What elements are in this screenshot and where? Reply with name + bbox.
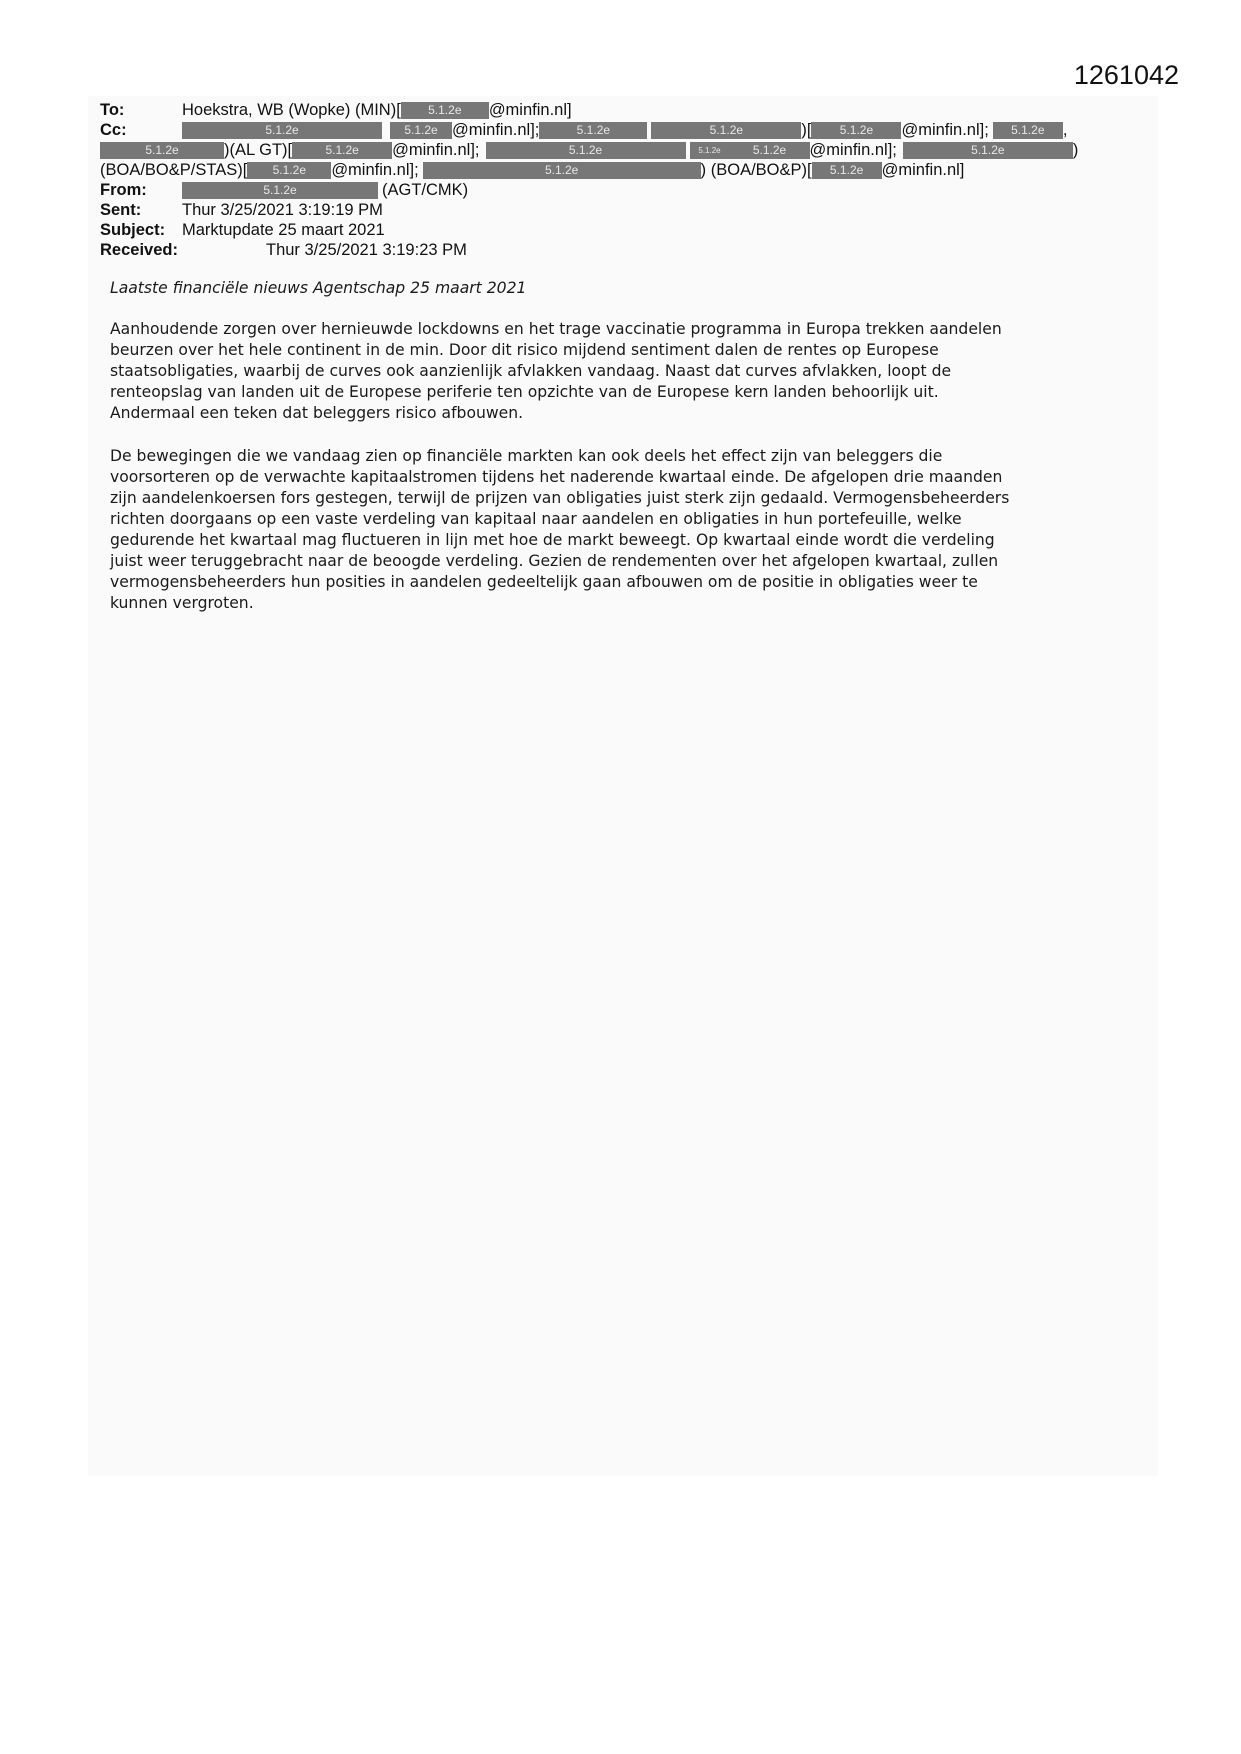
redaction: 5.1.2e <box>993 122 1063 139</box>
text-line: kunnen vergroten. <box>110 594 254 612</box>
document-number: 1261042 <box>1073 60 1179 90</box>
from-dept: (AGT/CMK) <box>382 181 469 199</box>
text-line: renteopslag van landen uit de Europese periferie ten opzichte van de Europese kern landen behoorlijk uit. <box>110 383 939 401</box>
cc-domain: @minfin.nl]; <box>901 121 989 139</box>
subject-row <box>100 220 1130 240</box>
redaction: 5.1.2e <box>182 182 378 199</box>
received-row <box>100 240 1130 260</box>
cc-domain: @minfin.nl] <box>881 161 965 179</box>
text-line: Aanhoudende zorgen over hernieuwde lockdowns en het trage vaccinatie programma in Europa trekken aandelen <box>110 320 1002 338</box>
text-line: juist weer teruggebracht naar de beoogde verdeling. Gezien de rendementen over het afgelopen kwartaal, zullen <box>110 552 999 570</box>
redaction: 5.1.2e <box>903 142 1073 159</box>
to-row <box>100 100 1130 120</box>
redaction: 5.1.2e <box>100 142 224 159</box>
cc-domain: @minfin.nl]; <box>392 141 480 159</box>
received-label: Received: <box>100 241 178 259</box>
redaction: 5.1.2e <box>182 122 382 139</box>
text-line: vermogensbeheerders hun posities in aandelen gedeeltelijk gaan afbouwen om de positie in obligaties weer te <box>110 573 978 591</box>
text-line: voorsorteren op de verwachte kapitaalstromen tijdens het naderende kwartaal einde. De afgelopen drie maanden <box>110 468 1003 486</box>
cc-separator: )[ <box>801 121 812 139</box>
from-label: From: <box>100 181 147 199</box>
sent-row <box>100 200 1130 220</box>
sent-value: Thur 3/25/2021 3:19:19 PM <box>182 201 383 219</box>
to-label: To: <box>100 101 125 119</box>
redaction: 5.1.2e <box>390 122 452 139</box>
redaction: 5.1.2e <box>423 162 701 179</box>
redaction: 5.1.2e <box>651 122 801 139</box>
cc-text: (BOA/BO&P/STAS)[ <box>100 161 248 179</box>
email-header <box>100 100 1130 260</box>
text-line: Andermaal een teken dat beleggers risico afbouwen. <box>110 404 524 422</box>
to-name: Hoekstra, WB (Wopke) (MIN)[ <box>182 101 401 119</box>
text-line: De bewegingen die we vandaag zien op financiële markten kan ook deels het effect zijn van beleggers die <box>110 447 943 465</box>
cc-domain: @minfin.nl]; <box>452 121 540 139</box>
sent-label: Sent: <box>100 201 142 219</box>
message-body <box>110 278 1120 636</box>
subject-value: Marktupdate 25 maart 2021 <box>182 221 385 239</box>
cc-row <box>100 140 1130 160</box>
text-line: beurzen over het hele continent in de min. Door dit risico mijdend sentiment dalen de rentes op Europese <box>110 341 939 359</box>
redaction: 5.1.2e <box>812 162 882 179</box>
text-line: gedurende het kwartaal mag fluctueren in lijn met hoe de markt beweegt. Op kwartaal einde wordt die verdeling <box>110 531 995 549</box>
cc-separator: , <box>1062 121 1068 139</box>
paragraph-1 <box>110 319 1120 424</box>
message-intro: Laatste financiële nieuws Agentschap 25 maart 2021 <box>110 279 527 297</box>
redaction: 5.1.2e <box>247 162 331 179</box>
cc-row <box>100 120 1130 140</box>
redaction: 5.1.2e <box>730 142 810 159</box>
cc-text: ) (BOA/BO&P)[ <box>700 161 812 179</box>
text-line: staatsobligaties, waarbij de curves ook aanzienlijk afvlakken vandaag. Naast dat curves afvlakken, loopt de <box>110 362 952 380</box>
redaction: 5.1.2e <box>690 142 730 159</box>
redaction: 5.1.2e <box>486 142 686 159</box>
text-line: zijn aandelenkoersen fors gestegen, terwijl de prijzen van obligaties juist sterk zijn gedaald. Vermogensbeheerders <box>110 489 1010 507</box>
redaction: 5.1.2e <box>401 102 489 119</box>
cc-text: )(AL GT)[ <box>224 141 293 159</box>
redaction: 5.1.2e <box>539 122 647 139</box>
cc-domain: @minfin.nl]; <box>331 161 419 179</box>
cc-domain: @minfin.nl]; <box>809 141 897 159</box>
from-row <box>100 180 1130 200</box>
cc-separator: ) <box>1072 141 1079 159</box>
redaction: 5.1.2e <box>811 122 901 139</box>
subject-label: Subject: <box>100 221 166 239</box>
cc-label: Cc: <box>100 121 127 139</box>
received-value: Thur 3/25/2021 3:19:23 PM <box>266 241 467 259</box>
paragraph-2 <box>110 446 1120 614</box>
to-domain: @minfin.nl] <box>488 101 572 119</box>
cc-row <box>100 160 1130 180</box>
redaction: 5.1.2e <box>292 142 392 159</box>
text-line: richten doorgaans op een vaste verdeling van kapitaal naar aandelen en obligaties in hun portefeuille, welke <box>110 510 962 528</box>
